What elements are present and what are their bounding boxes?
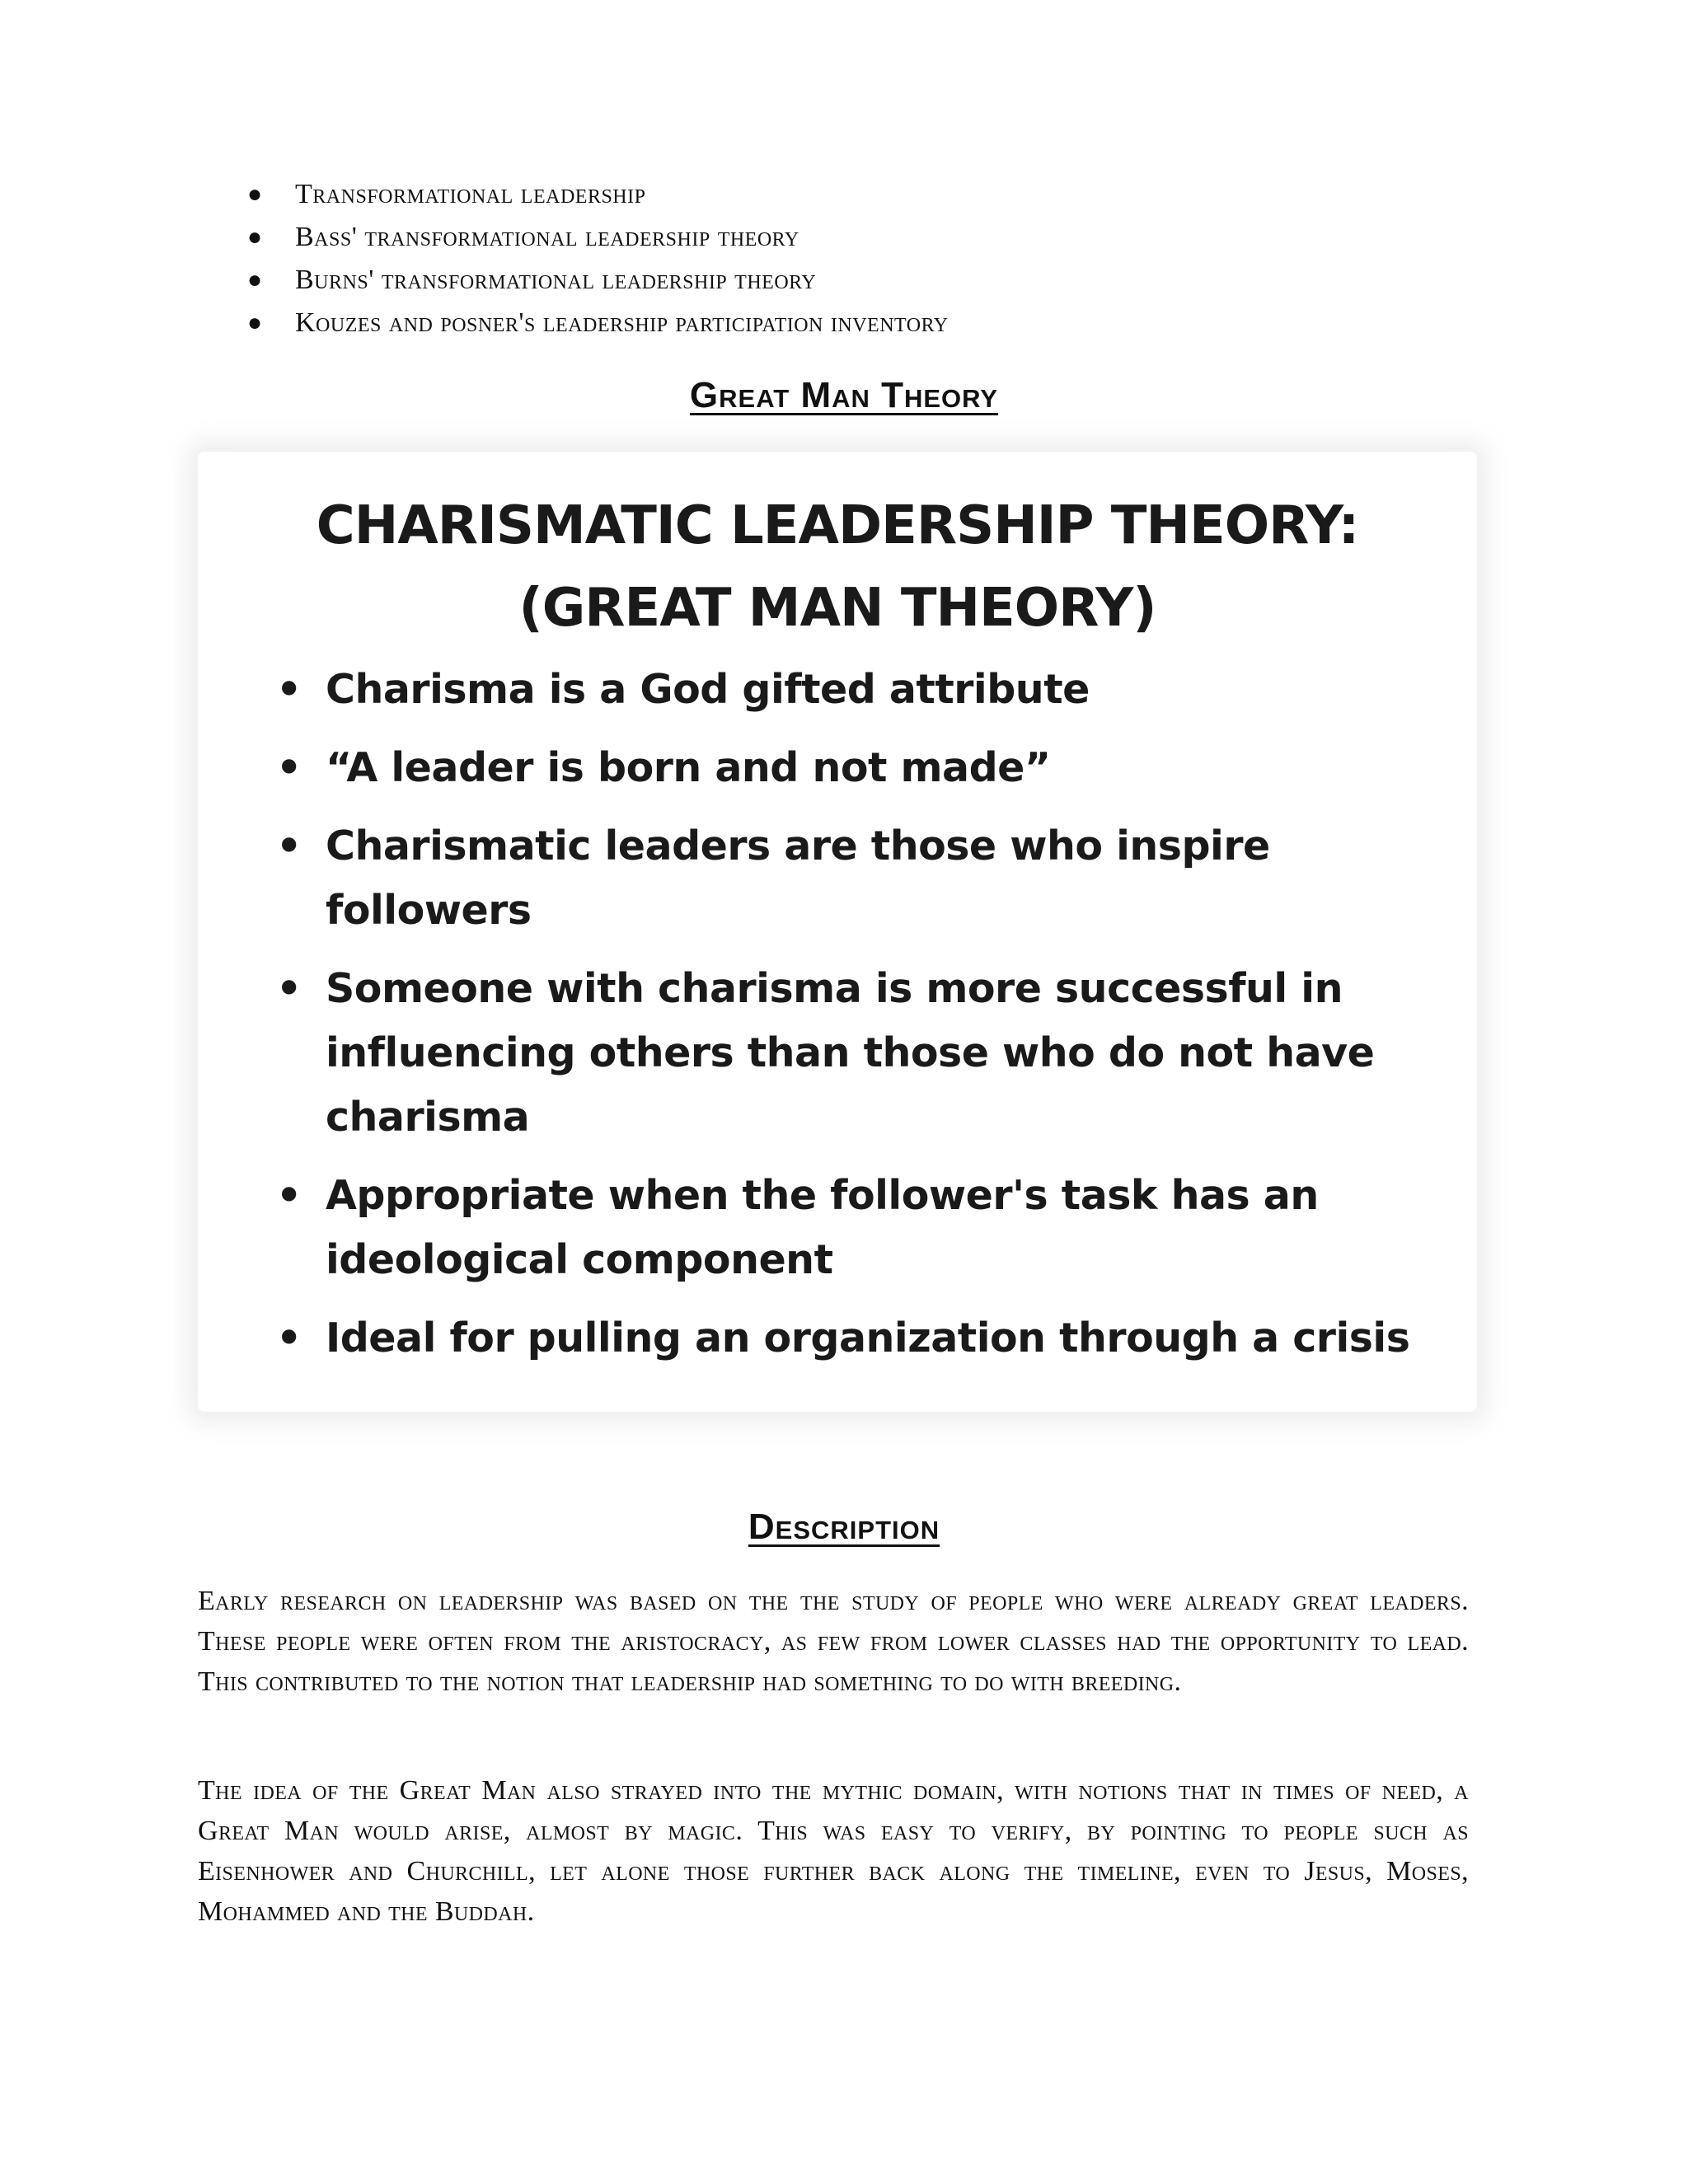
bullet-icon: •: [276, 666, 302, 713]
slide-bullet-text: Appropriate when the follower's task has an ideological component: [326, 1172, 1319, 1283]
slide-bullet: [276, 957, 1447, 1150]
list-item-text: Transformational leadership: [295, 179, 646, 209]
list-item-text: Bass' transformational leadership theory: [295, 222, 799, 252]
slide-bullet-text: Someone with charisma is more successful in influencing others than those who do not have charisma: [326, 965, 1375, 1141]
slide-bullet: [276, 1164, 1447, 1292]
bullet-icon: •: [276, 965, 302, 1012]
list-item-text: Burns' transformational leadership theory: [295, 265, 817, 295]
slide-bullet: [276, 658, 1447, 722]
slide-bullet: [276, 1306, 1447, 1371]
list-item: [247, 173, 949, 216]
slide-bullet: [276, 736, 1447, 800]
description-paragraph: The idea of the Great Man also strayed into the mythic domain, with notions that in times of need, a Great Man would arise, almost by magic. This was easy to verify, by pointing to people such as Eisenhower and Churchill, let alone those further back along the timeline, even to Jesus, Moses, Mohammed and the Buddah.: [198, 1775, 1469, 1927]
slide-title-line2: (GREAT MAN THEORY): [518, 578, 1156, 639]
topic-list: [247, 173, 949, 344]
bullet-icon: ●: [247, 180, 263, 208]
bullet-icon: ●: [247, 223, 263, 251]
charismatic-leadership-slide: [198, 452, 1477, 1412]
slide-bullet-list: [276, 658, 1447, 1385]
slide-title-line1: CHARISMATIC LEADERSHIP THEORY:: [316, 495, 1359, 556]
description-heading: Description: [748, 1507, 940, 1547]
slide-bullet: [276, 814, 1447, 943]
great-man-theory-heading: Great Man Theory: [689, 375, 999, 415]
slide-bullet-text: Charismatic leaders are those who inspire followers: [326, 823, 1270, 934]
description-paragraph: Early research on leadership was based on the the study of people who were already great leaders. These people were often from the aristocracy, as few from lower classes had the opportunity to lead. This contributed to the notion that leadership had something to do with breeding.: [198, 1586, 1469, 1697]
list-item: [247, 259, 949, 302]
slide-bullet-text: Ideal for pulling an organization through a crisis: [326, 1315, 1410, 1361]
bullet-icon: •: [276, 1315, 302, 1361]
bullet-icon: •: [276, 823, 302, 869]
bullet-icon: •: [276, 744, 302, 791]
list-item: [247, 302, 949, 344]
slide-bullet-text: “A leader is born and not made”: [326, 744, 1051, 791]
bullet-icon: ●: [247, 266, 263, 293]
list-item: [247, 216, 949, 259]
list-item-text: Kouzes and posner's leadership participation inventory: [295, 307, 949, 338]
slide-bullet-text: Charisma is a God gifted attribute: [326, 666, 1090, 713]
bullet-icon: ●: [247, 309, 263, 336]
bullet-icon: •: [276, 1172, 302, 1219]
